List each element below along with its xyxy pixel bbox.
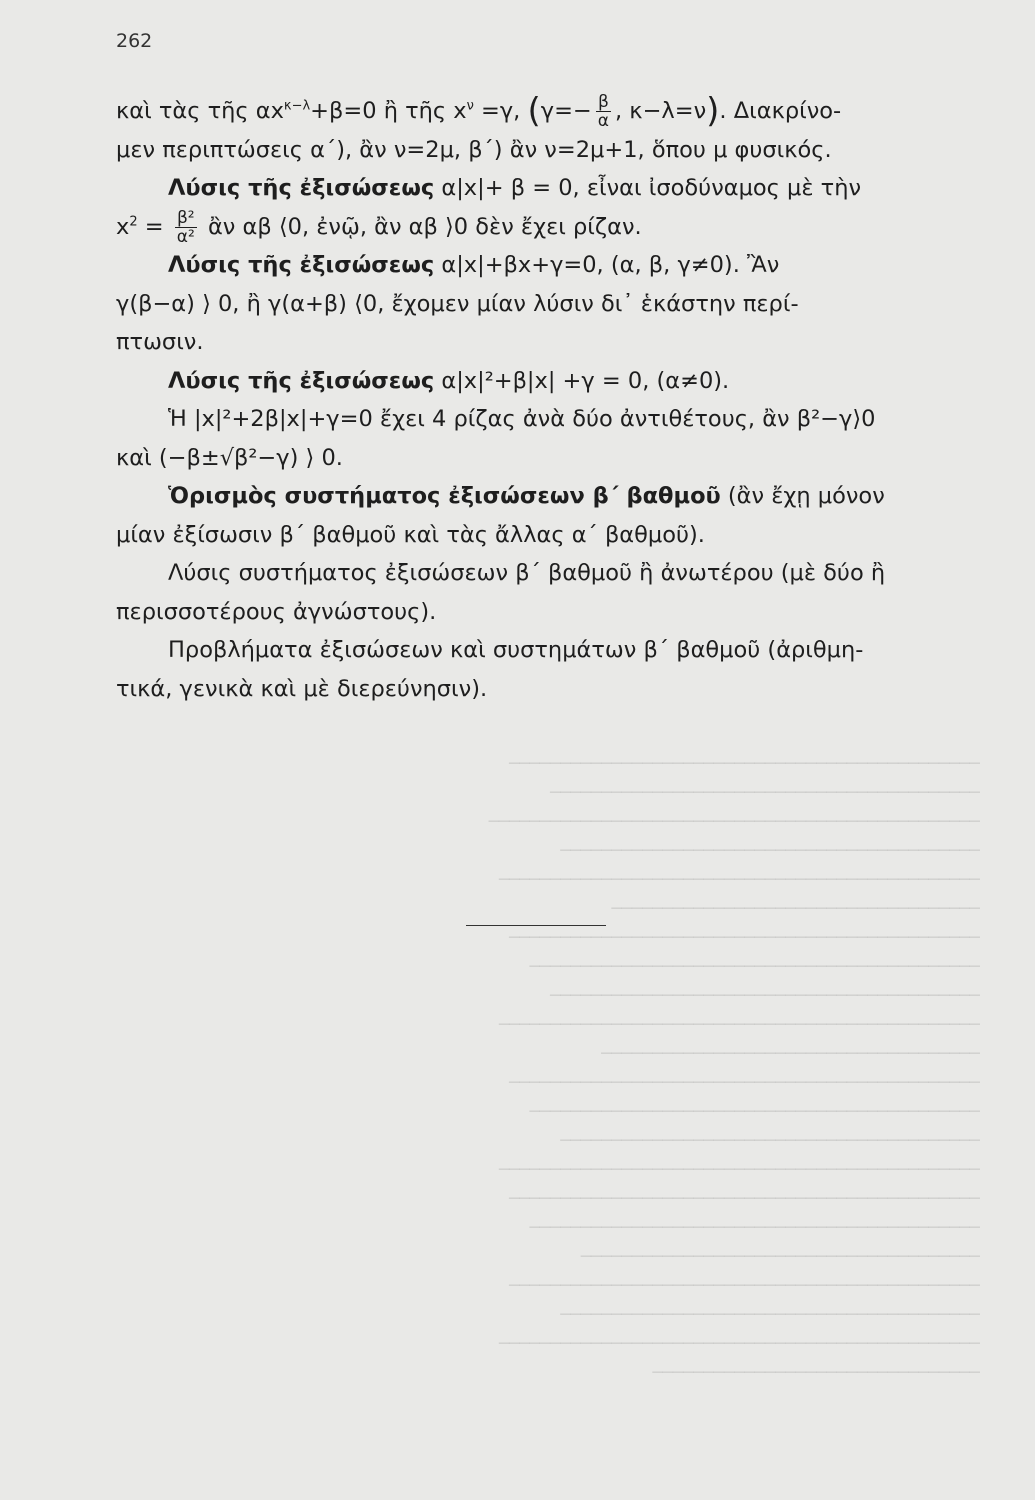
text-line-9: Ἡ |x|²+2β|x|+γ=0 ἔχει 4 ρίζας ἀνὰ δύο ἀντιθέτους, ἂν β²−γ⟩0 bbox=[168, 406, 876, 432]
text-line-11 bbox=[116, 477, 966, 516]
text-fragment: α|x|²+β|x| +γ = 0, (α≠0). bbox=[434, 367, 730, 394]
fraction-numerator: β² bbox=[175, 209, 197, 228]
text-line-6: γ(β−α) ⟩ 0, ἢ γ(α+β) ⟨0, ἔχομεν μίαν λύσιν δι᾽ ἑκάστην περί- bbox=[116, 290, 799, 317]
text-fragment: +β=0 ἢ τῆς x bbox=[310, 98, 467, 124]
page-body bbox=[116, 92, 966, 708]
text-line-15: Προβλήματα ἐξισώσεων καὶ συστημάτων β΄ βαθμοῦ (ἀριθμη- bbox=[168, 637, 864, 663]
text-line-4 bbox=[116, 208, 966, 247]
section-heading: Λύσις τῆς ἐξισώσεως bbox=[168, 175, 435, 201]
text-fragment: ἂν αβ ⟨0, ἐνῷ, ἂν αβ ⟩0 δὲν ἔχει ρίζαν. bbox=[200, 213, 642, 240]
fraction-beta2-over-alpha2 bbox=[175, 209, 197, 246]
text-fragment: . Διακρίνο- bbox=[719, 98, 842, 124]
text-line-5 bbox=[116, 246, 966, 285]
text-line-1 bbox=[116, 92, 966, 131]
section-heading: Ὁρισμὸς συστήματος ἐξισώσεων β΄ βαθμοῦ bbox=[168, 483, 721, 509]
text-fragment: α|x|+ β = 0, εἶναι ἰσοδύναμος μὲ τὴν bbox=[434, 175, 862, 201]
superscript: 2 bbox=[129, 214, 138, 229]
text-fragment: (ἂν ἔχῃ μόνον bbox=[720, 483, 885, 509]
section-divider bbox=[466, 925, 606, 926]
text-fragment: =γ, bbox=[473, 98, 528, 124]
text-line-16: τικά, γενικὰ καὶ μὲ διερεύνησιν). bbox=[116, 675, 488, 702]
text-line-13: Λύσις συστήματος ἐξισώσεων β΄ βαθμοῦ ἢ ἀνωτέρου (μὲ δύο ἢ bbox=[168, 560, 886, 586]
text-line-8 bbox=[116, 362, 966, 401]
section-heading: Λύσις τῆς ἐξισώσεως bbox=[168, 252, 435, 278]
bleed-through-text: ────────────────────────────────────────────── ────────────────────────────────────────── ──────────────────────────────────────────────── ───────────────────────────────────────── ─────────────────────────────────────────────── ──────────────────────────────────── ────────────────────────────────────────────── ──────────────────────────────────────────── ────────────────────────────────────────── ─────────────────────────────────────────────── ───────────────────────────────────── ────────────────────────────────────────────── ──────────────────────────────────────────── ───────────────────────────────────────── ─────────────────────────────────────────────── ────────────────────────────────────────────── ──────────────────────────────────────────── ─────────────────────────────────────── ────────────────────────────────────────────── ───────────────────────────────────────── ─────────────────────────────────────────────── ──────────────────────────────── bbox=[488, 754, 980, 1383]
fraction-denominator: α² bbox=[176, 226, 195, 247]
text-fragment: γ=− bbox=[540, 98, 592, 124]
text-fragment: α|x|+βx+γ=0, (α, β, γ≠0). Ἂν bbox=[434, 252, 780, 278]
text-line-3 bbox=[116, 169, 966, 208]
fraction-numerator: β bbox=[596, 93, 611, 112]
text-line-10: καὶ (−β±√β²−γ) ⟩ 0. bbox=[116, 444, 343, 471]
fraction-beta-over-alpha bbox=[596, 93, 611, 130]
text-fragment: x bbox=[116, 213, 130, 240]
text-line-7: πτωσιν. bbox=[116, 329, 204, 355]
close-paren: ) bbox=[706, 91, 720, 131]
text-fragment: , κ−λ=ν bbox=[615, 98, 707, 124]
open-paren: ( bbox=[527, 91, 541, 131]
text-fragment: = bbox=[137, 213, 171, 240]
text-line-12: μίαν ἐξίσωσιν β΄ βαθμοῦ καὶ τὰς ἄλλας α΄ βαθμοῦ). bbox=[116, 521, 705, 548]
fraction-denominator: α bbox=[597, 111, 609, 131]
page-number: 262 bbox=[116, 30, 153, 52]
section-heading: Λύσις τῆς ἐξισώσεως bbox=[168, 367, 435, 394]
text-line-14: περισσοτέρους ἀγνώστους). bbox=[116, 598, 437, 625]
text-line-2: μεν περιπτώσεις α΄), ἂν ν=2μ, β΄) ἂν ν=2μ+1, ὅπου μ φυσικός. bbox=[116, 136, 832, 163]
superscript: κ−λ bbox=[283, 98, 311, 114]
text-fragment: καὶ τὰς τῆς αx bbox=[116, 98, 284, 124]
superscript: ν bbox=[466, 98, 474, 114]
